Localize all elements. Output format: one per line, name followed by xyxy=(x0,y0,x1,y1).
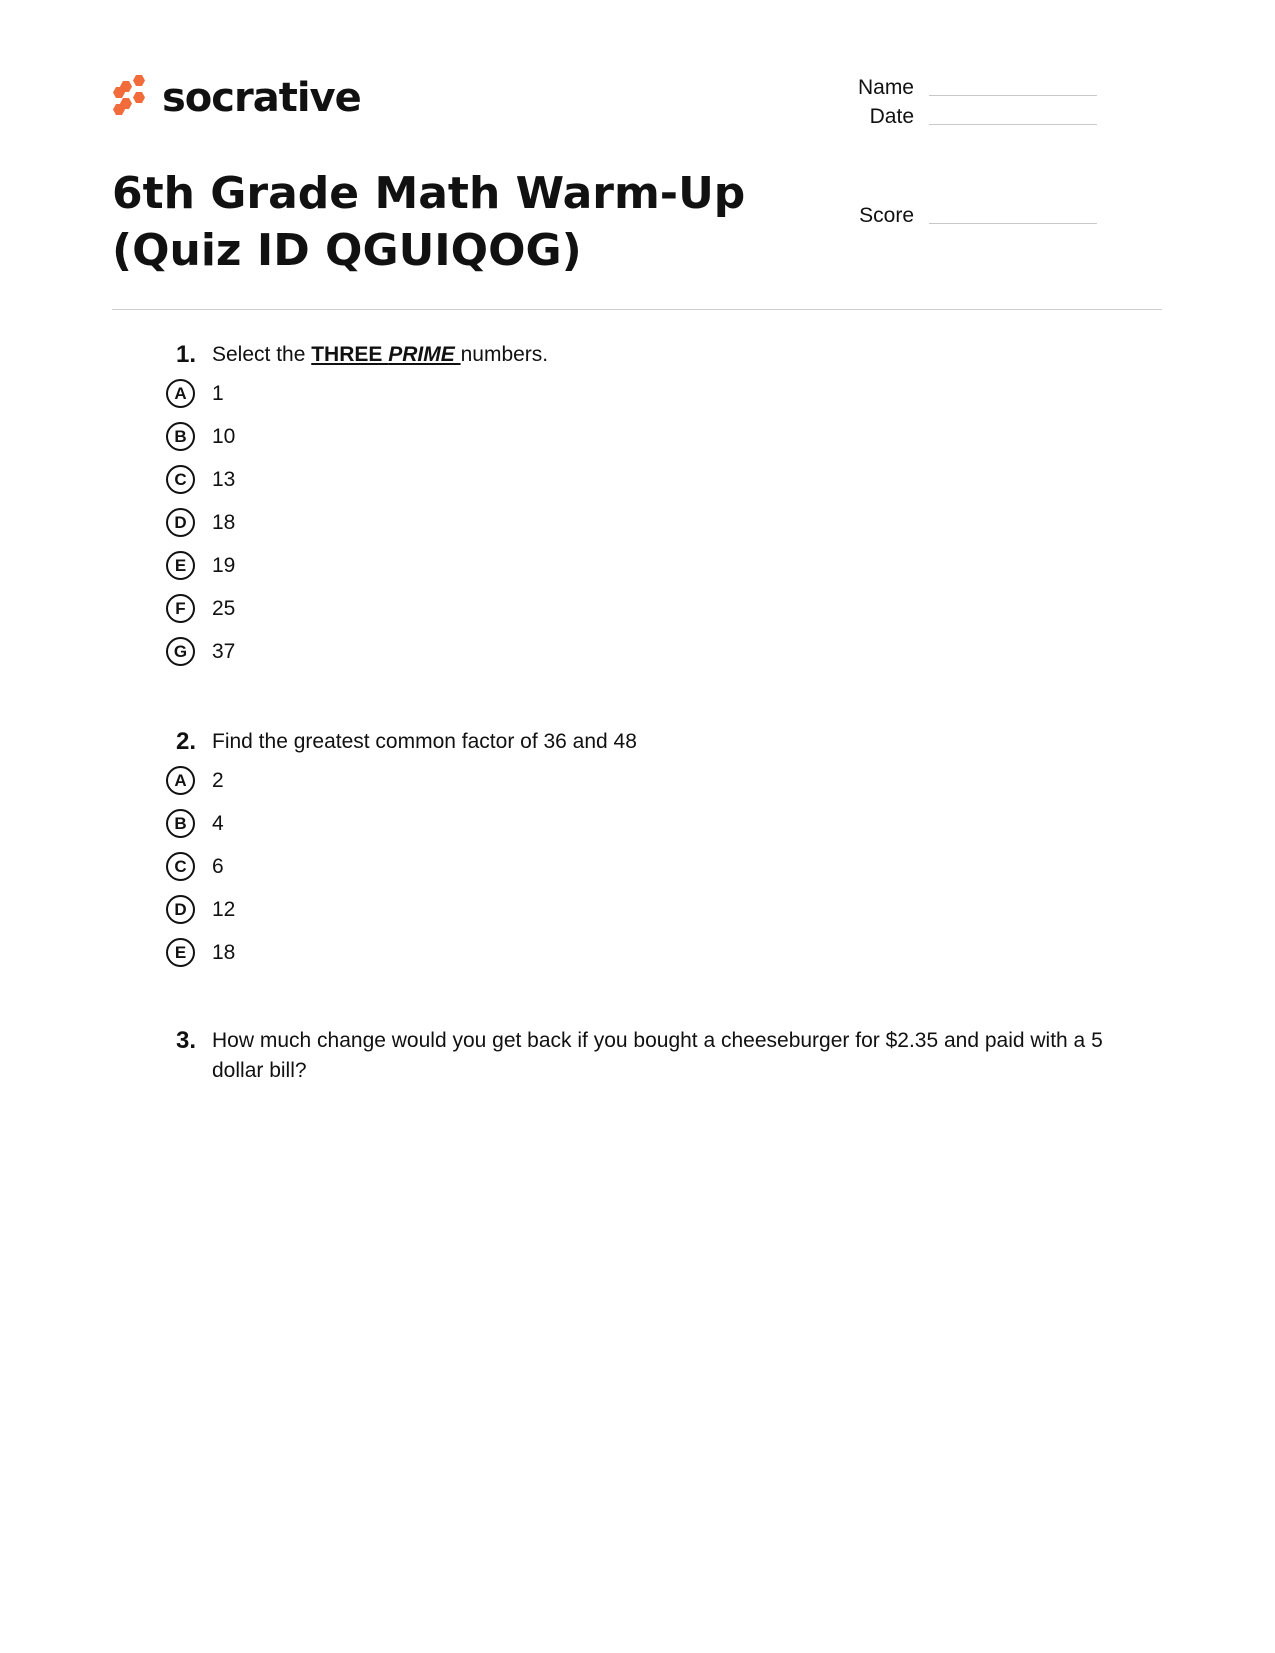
option-b[interactable] xyxy=(160,415,1160,458)
option-e[interactable] xyxy=(160,544,1160,587)
option-value: 6 xyxy=(212,854,224,878)
option-value: 37 xyxy=(212,639,236,663)
date-line[interactable] xyxy=(929,124,1097,125)
question-text xyxy=(212,340,1160,370)
date-field[interactable] xyxy=(794,105,1097,129)
option-d[interactable] xyxy=(160,888,1160,931)
option-value: 4 xyxy=(212,811,224,835)
question-text: Find the greatest common factor of 36 and 48 xyxy=(212,730,637,753)
emphasis-bold: THREE xyxy=(311,343,389,366)
question-number: 2. xyxy=(175,728,196,755)
options-list xyxy=(160,759,1160,974)
option-value: 19 xyxy=(212,553,236,577)
option-bubble[interactable]: D xyxy=(166,895,195,924)
name-label: Name xyxy=(857,76,914,99)
option-value: 10 xyxy=(212,424,236,448)
option-a[interactable] xyxy=(160,372,1160,415)
question-number: 3. xyxy=(175,1027,196,1054)
option-b[interactable] xyxy=(160,802,1160,845)
option-bubble[interactable]: F xyxy=(166,594,195,623)
header-divider xyxy=(112,309,1162,310)
emphasis-bold-italic: PRIME xyxy=(388,343,461,366)
score-label: Score xyxy=(859,204,914,227)
question-text-part: numbers. xyxy=(460,343,549,366)
option-bubble[interactable]: D xyxy=(166,508,195,537)
question-2 xyxy=(160,727,1160,974)
name-line[interactable] xyxy=(929,95,1097,96)
page-title: 6th Grade Math Warm-Up (Quiz ID QGUIQOG) xyxy=(112,168,746,276)
option-f[interactable] xyxy=(160,587,1160,630)
option-bubble[interactable]: C xyxy=(166,465,195,494)
option-value: 1 xyxy=(212,381,224,405)
option-bubble[interactable]: C xyxy=(166,852,195,881)
option-bubble[interactable]: E xyxy=(166,938,195,967)
option-bubble[interactable]: A xyxy=(166,766,195,795)
option-bubble[interactable]: B xyxy=(166,422,195,451)
question-3 xyxy=(160,1026,1140,1086)
question-text-part: Select the xyxy=(212,343,312,366)
hexagon-cluster-icon xyxy=(112,73,152,123)
option-value: 12 xyxy=(212,897,236,921)
option-value: 25 xyxy=(212,596,236,620)
options-list xyxy=(160,372,1160,673)
question-text: How much change would you get back if you bought a cheeseburger for $2.35 and paid with a 5 dollar bill? xyxy=(212,1029,1103,1082)
option-value: 2 xyxy=(212,768,224,792)
option-a[interactable] xyxy=(160,759,1160,802)
score-line[interactable] xyxy=(929,223,1097,224)
option-value: 13 xyxy=(212,467,236,491)
option-bubble[interactable]: B xyxy=(166,809,195,838)
option-value: 18 xyxy=(212,940,236,964)
question-1 xyxy=(160,340,1160,673)
option-value: 18 xyxy=(212,510,236,534)
option-e[interactable] xyxy=(160,931,1160,974)
option-bubble[interactable]: G xyxy=(166,637,195,666)
name-field[interactable] xyxy=(794,76,1097,100)
date-label: Date xyxy=(869,105,914,128)
question-header xyxy=(160,1026,1140,1086)
question-header xyxy=(160,340,1160,370)
question-header xyxy=(160,727,1160,757)
option-g[interactable] xyxy=(160,630,1160,673)
option-bubble[interactable]: E xyxy=(166,551,195,580)
option-bubble[interactable]: A xyxy=(166,379,195,408)
socrative-logo xyxy=(112,72,361,124)
option-c[interactable] xyxy=(160,458,1160,501)
option-c[interactable] xyxy=(160,845,1160,888)
question-emphasis xyxy=(311,343,460,366)
question-number: 1. xyxy=(175,341,196,368)
brand-name: socrative xyxy=(162,75,361,121)
option-d[interactable] xyxy=(160,501,1160,544)
